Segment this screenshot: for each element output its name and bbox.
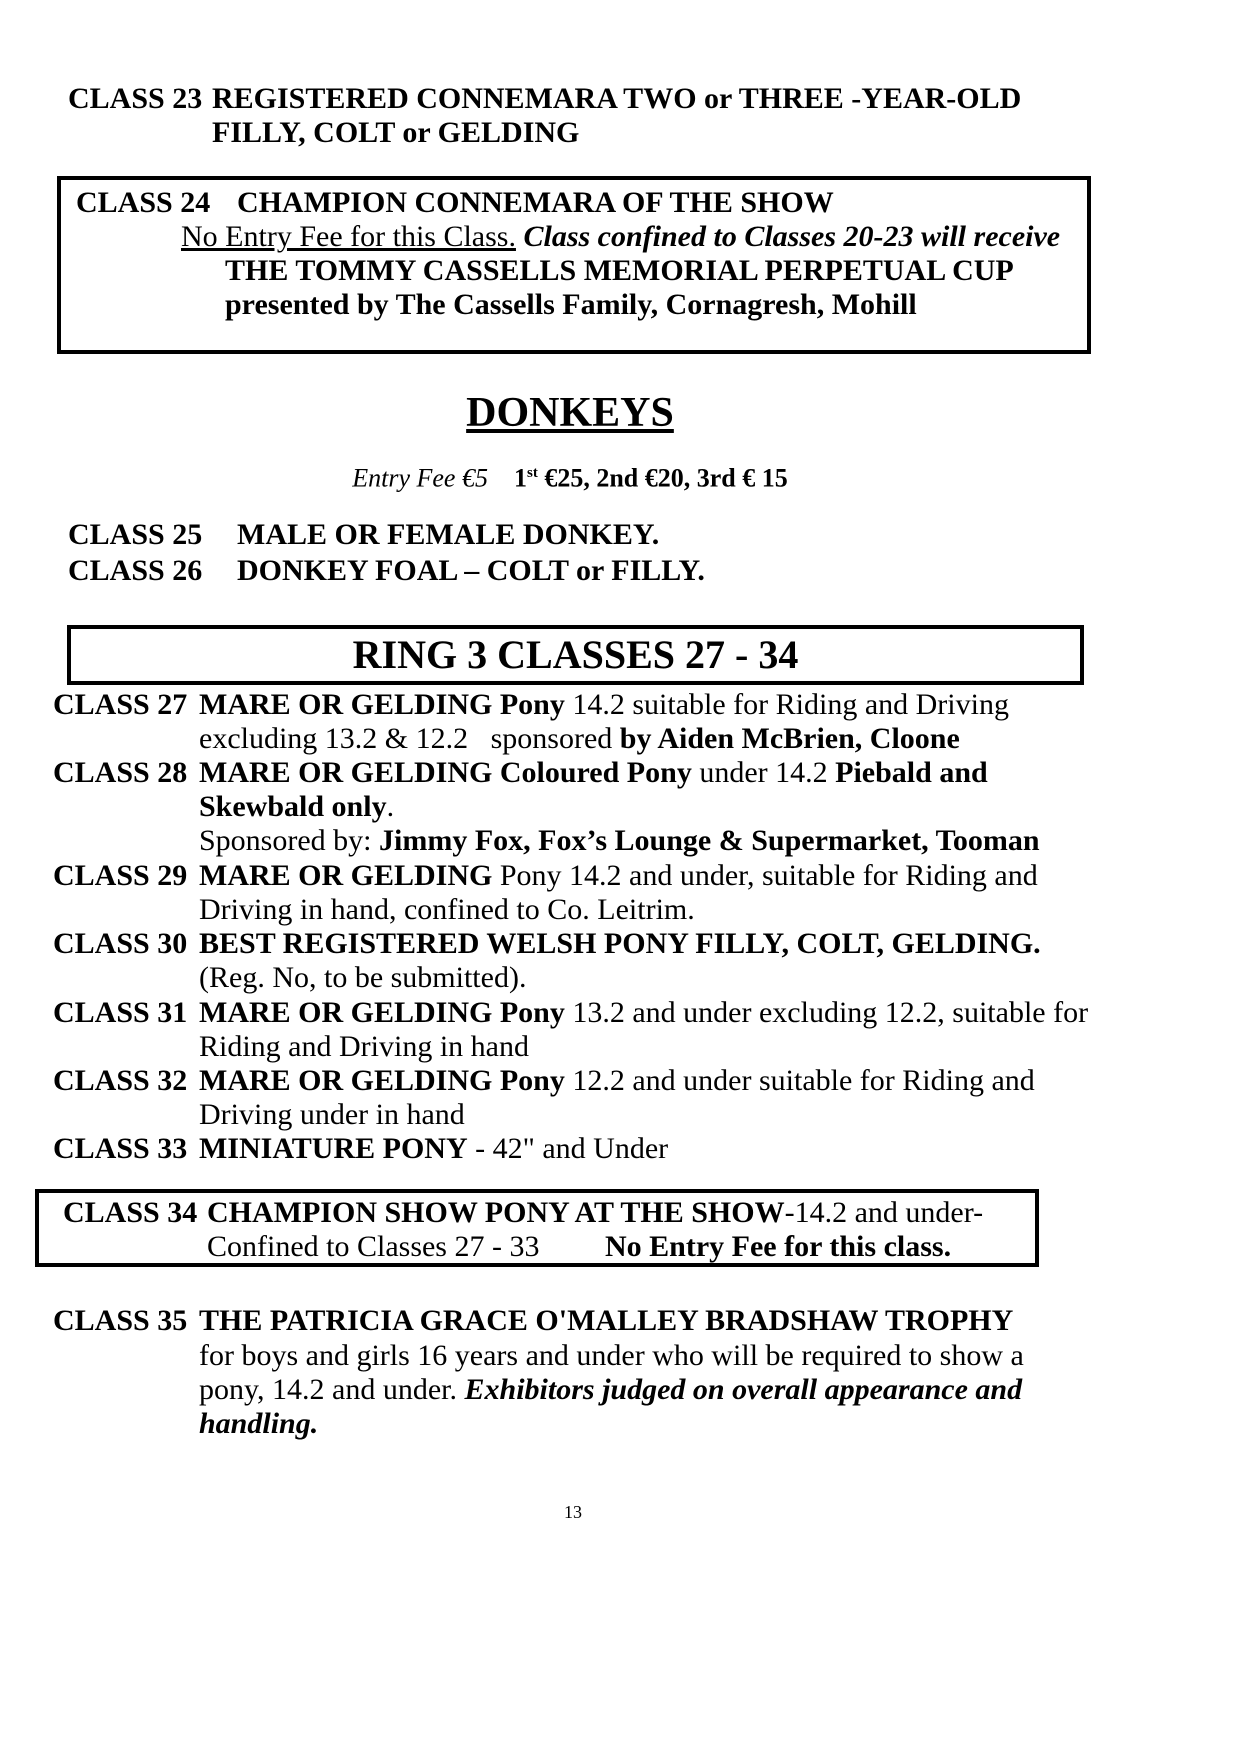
class-28-line1 [199,754,988,792]
class-34-no-fee: No Entry Fee for this class. [605,1230,952,1263]
class-30-label: CLASS 30 [53,927,188,960]
class-33-bold1: MINIATURE PONY [199,1132,468,1165]
class-31-line2: Riding and Driving in hand [199,1030,529,1063]
class-34-bold1: CHAMPION SHOW PONY AT THE SHOW [207,1196,785,1229]
class-23-line1: REGISTERED CONNEMARA TWO or THREE -YEAR-OLD [212,82,1022,115]
class-31-line1 [199,994,1088,1032]
class-24-presented: presented by The Cassells Family, Cornagresh, Mohill [225,288,917,321]
class-34-line1 [207,1194,983,1232]
class-35-line2: for boys and girls 16 years and under who will be required to show a [199,1339,1024,1372]
page-number: 13 [564,1502,582,1522]
class-24-trophy: THE TOMMY CASSELLS MEMORIAL PERPETUAL CUP [225,254,1014,287]
class-25-text: MALE OR FEMALE DONKEY. [237,518,660,551]
class-28-sponsor-label: Sponsored by: [199,824,379,857]
class-29-line1 [199,857,1038,895]
class-32-bold1: MARE OR GELDING Pony [199,1064,565,1097]
class-27-text2: excluding 13.2 & 12.2 sponsored [199,722,620,755]
class-26-label: CLASS 26 [68,554,203,587]
class-34-line2: Confined to Classes 27 - 33 [207,1230,540,1263]
class-33-text1: - 42" and Under [467,1132,669,1165]
class-34-text1: -14.2 and under- [784,1196,984,1229]
class-35-line4: handling. [199,1407,319,1440]
donkeys-first-sup: st [526,465,538,481]
class-24-fee-line [181,218,1060,256]
class-35-line3 [199,1371,1022,1409]
class-27-bold1: MARE OR GELDING Pony [199,688,565,721]
class-28-bold3: Skewbald only [199,790,387,823]
class-32-label: CLASS 32 [53,1064,188,1097]
class-24-title: CHAMPION CONNEMARA OF THE SHOW [237,186,834,219]
class-26-text: DONKEY FOAL – COLT or FILLY. [237,554,705,587]
class-30-line2: (Reg. No, to be submitted). [199,961,527,994]
class-29-line2: Driving in hand, confined to Co. Leitrim. [199,893,695,926]
class-30-line1: BEST REGISTERED WELSH PONY FILLY, COLT, GELDING. [199,927,1041,960]
class-29-label: CLASS 29 [53,859,188,892]
class-28-text2: . [386,790,395,823]
class-28-line3 [199,822,1040,860]
class-33-line1 [199,1130,668,1168]
class-28-label: CLASS 28 [53,756,188,789]
class-29-bold1: MARE OR GELDING [199,859,493,892]
class-34-label: CLASS 34 [63,1196,198,1229]
class-29-text1: Pony 14.2 and under, suitable for Riding and [492,859,1038,892]
class-24-no-fee: No Entry Fee for this Class. [181,220,516,253]
class-31-label: CLASS 31 [53,996,188,1029]
class-28-line2 [199,788,394,826]
class-28-sponsor: Jimmy Fox, Fox’s Lounge & Supermarket, Tooman [379,824,1040,857]
class-24-confined: Class confined to Classes 20-23 will receive [523,220,1061,253]
class-27-label: CLASS 27 [53,688,188,721]
class-31-text1: 13.2 and under excluding 12.2, suitable for [564,996,1089,1029]
class-23-line2: FILLY, COLT or GELDING [212,116,580,149]
class-28-bold1: MARE OR GELDING Coloured Pony [199,756,692,789]
class-28-bold2: Piebald and [835,756,988,789]
class-25-label: CLASS 25 [68,518,203,551]
class-35-line1: THE PATRICIA GRACE O'MALLEY BRADSHAW TROPHY [199,1304,1014,1337]
donkeys-heading: DONKEYS [466,390,674,436]
donkeys-first-num: 1 [513,463,527,493]
class-24-label: CLASS 24 [76,186,211,219]
donkeys-fees [0,456,1140,496]
class-27-text1: 14.2 suitable for Riding and Driving [564,688,1009,721]
class-28-text1: under 14.2 [691,756,836,789]
class-23-label: CLASS 23 [68,82,203,115]
class-31-bold1: MARE OR GELDING Pony [199,996,565,1029]
class-32-line1 [199,1062,1035,1100]
class-27-sponsor: by Aiden McBrien, Cloone [619,722,960,755]
class-35-bi1: Exhibitors judged on overall appearance and [464,1373,1023,1406]
class-35-text2: pony, 14.2 and under. [199,1373,465,1406]
donkeys-prizes: €25, 2nd €20, 3rd € 15 [537,463,788,493]
class-33-label: CLASS 33 [53,1132,188,1165]
class-35-label: CLASS 35 [53,1304,188,1337]
class-32-line2: Driving under in hand [199,1098,465,1131]
class-27-line2 [199,720,960,758]
donkeys-entry-fee: Entry Fee €5 [352,463,488,493]
ring-3-heading: RING 3 CLASSES 27 - 34 [352,632,799,677]
class-32-text1: 12.2 and under suitable for Riding and [564,1064,1035,1097]
class-27-line1 [199,686,1009,724]
